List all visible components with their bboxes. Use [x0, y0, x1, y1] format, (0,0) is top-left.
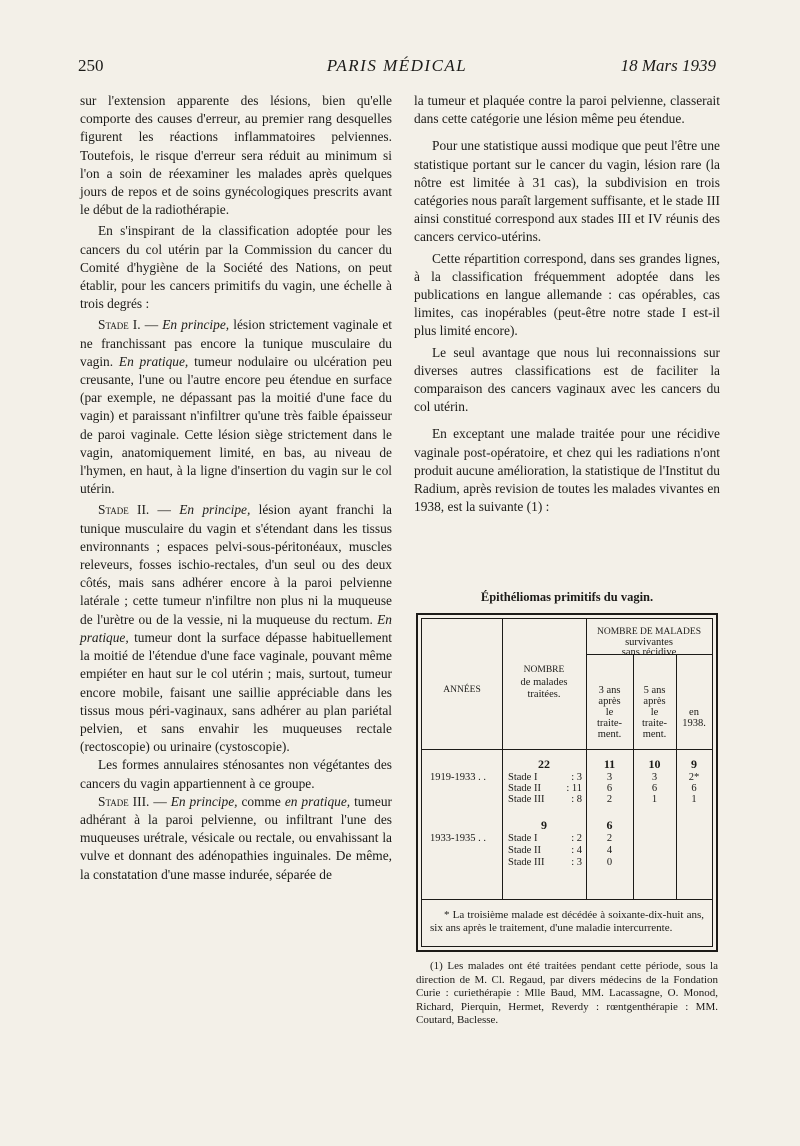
group-total: 22 — [538, 757, 550, 771]
paragraph: la tumeur et plaquée contre la paroi pelvienne, classerait dans cette catégorie une lésion même peu étendue. — [414, 93, 720, 127]
group-total-3y: 6 — [606, 818, 613, 832]
header-years: ANNÉES — [443, 685, 481, 695]
group-years: 1933-1935 . . — [430, 833, 486, 844]
header-5y: 5 ans après le traite- ment. — [641, 685, 668, 740]
group-total-3y: 11 — [603, 757, 616, 771]
table-title: Épithéliomas primitifs du vagin. — [480, 590, 654, 604]
issue-date: 18 Mars 1939 — [620, 56, 716, 75]
stage-2-paragraph: Stade II. — En principe, lésion ayant franchi la tunique musculaire du vagin et s'étendant dans les tissus environnants ; espaces pelvi-sous-péritonéaux, muscles releveurs, fosses ischio-rectales, d'un seul ou des deux côtés, mais sans adhérer encore à la paroi pelvienne latérale ; cette tumeur n'infiltre non plus ni la muqueuse de l'urètre ou de la vessie, ni la muqueuse du rectum. En pratique, tumeur dont la surface dépasse habituellement la moitié de l'étendue d'une face vaginale, pouvant même empiéter en haut sur le col utérin ; mais, surtout, tumeur encore mobile, faisant une saillie appréciable dans les tissus mous péri-vaginaux, sans adhérer au plan pariétal pelvien, et sans envahir les muqueuses rectale (rectoscopie) ou urinaire (cystoscopie). — [80, 502, 392, 755]
paragraph: En exceptant une malade traitée pour une récidive vaginale post-opératoire, et chez qui les radiations n'ont produit aucune amélioration, la statistique de l'Institut du Radium, après revision de toutes les malades vivantes en 1938, est la suivante (1) : — [414, 426, 720, 515]
paragraph: Cette répartition correspond, dans ses grandes lignes, à la classification fréquemment adoptée dans les publications en langue allemande : cas opérables, cas limites, cas inopérables (peut-être notre stade I est-il plus limité encore). — [414, 250, 720, 339]
header-treated-2: de malades — [520, 677, 568, 688]
group-total: 9 — [541, 818, 547, 832]
footnote-text: (1) Les malades ont été traitées pendant cette période, sous la direction de M. Cl. Regaud, par divers médecins de la Fondation Curie : curiethérapie : Mlle Baud, MM. Lacassagne, O. Monod, Richard, Pierquin, Hermet, Reverdy : rœntgenthérapie : MM. Coutard, Baclesse. — [416, 960, 718, 1026]
paragraph: En s'inspirant de la classification adoptée pour les cancers du col utérin par la Commission du cancer du Comité d'hygiène de la Société des Nations, on peut établir, pour les cancers primitifs du vagin, une échelle à trois degrés : — [80, 223, 392, 312]
group-total-5y: 10 — [648, 757, 661, 771]
table-note: * La troisième malade est décédée à soixante-dix-huit ans, six ans après le traitement, d'une maladie intercurrente. — [430, 909, 704, 934]
paragraph: Les formes annulaires sténosantes non végétantes des cancers du vagin appartiennent à ce groupe. — [80, 757, 392, 791]
header-survivors-2: survivantes — [625, 637, 673, 648]
paragraph: sur l'extension apparente des lésions, bien qu'elle comporte des causes d'erreur, au premier rang desquelles figurent les réactions inflammatoires pelviennes. Toutefois, le risque d'erreur sera réduit au minimum si l'on a soin de réexaminer les malades après quelques jours de repos et de soins gynécologiques prescrits avant le début de la radiothérapie. — [80, 93, 392, 218]
page-header — [78, 56, 716, 80]
header-treated-3: traitées. — [527, 689, 561, 700]
header-treated: NOMBRE — [523, 665, 565, 675]
footnote — [416, 960, 718, 1028]
left-column — [80, 92, 392, 884]
header-1938: en 1938. — [682, 707, 706, 729]
group-total-1938: 9 — [691, 757, 697, 771]
page-number: 250 — [78, 56, 104, 75]
paragraph: Le seul avantage que nous lui reconnaissions sur diverses autres classifications est de faciliter la comparaison des cancers vaginaux avec les cancers du col utérin. — [414, 344, 720, 415]
stage-3-paragraph: Stade III. — En principe, comme en pratique, tumeur adhérant à la paroi pelvienne, ou infiltrant l'une des muqueuses urétrale, vésicale ou rectale, ou envahissant la vulve et donnant des adénopathies inguinales. De même, la constatation d'une masse indurée, séparée de — [80, 793, 393, 882]
journal-title: PARIS MÉDICAL — [326, 56, 468, 75]
paragraph: Pour une statistique aussi modique que peut l'être une statistique portant sur le cancer du vagin, lésion rare (la nôtre est limitée à 31 cas), la subdivision en trois catégories nous paraît largement suffisante, et le stade III ainsi constitué correspond aux stades III et IV réunis des cancers cervico-utérins. — [414, 138, 720, 245]
header-survivors: NOMBRE DE MALADES — [597, 627, 701, 637]
statistics-table: ANNÉES NOMBRE de malades traitées. NOMBRE DE MALADES survivantes sans récidive 3 ans après le traite- ment. 5 ans après le traite- ment. en 1938. 1919-1933 . . 22 11 10 9 Stade I : 3 3 3 2* Stade II : 11 6 6 6 Stade III : 8 2 1 1 1933-1935 . . 9 6 Stade I : 2 2 Stade II : 4 4 Stade III : 3 0 * La troisième malade est décédée à soixante-dix-huit ans, six ans après le traitement, d'une maladie intercurrente. — [416, 613, 718, 952]
group-years: 1919-1933 . . — [430, 772, 486, 783]
right-column — [414, 92, 720, 516]
header-survivors-3: sans récidive — [621, 647, 677, 658]
stage-1-paragraph: Stade I. — En principe, lésion strictement vaginale et ne franchissant pas encore la tunique musculaire du vagin. En pratique, tumeur nodulaire ou ulcération peu creusante, l'une ou l'autre encore peu étendue en surface (par exemple, ne dépassant pas la moitié d'une face du vagin) et paraissant n'infiltrer qu'une très faible épaisseur de paroi vaginale. Cette lésion siège strictement dans le vagin, anatomiquement limité, en bas, au niveau de l'hymen, en haut, à la ligne d'insertion du vagin sur le col utérin. — [80, 317, 392, 497]
header-3y: 3 ans après le traite- ment. — [596, 685, 623, 740]
